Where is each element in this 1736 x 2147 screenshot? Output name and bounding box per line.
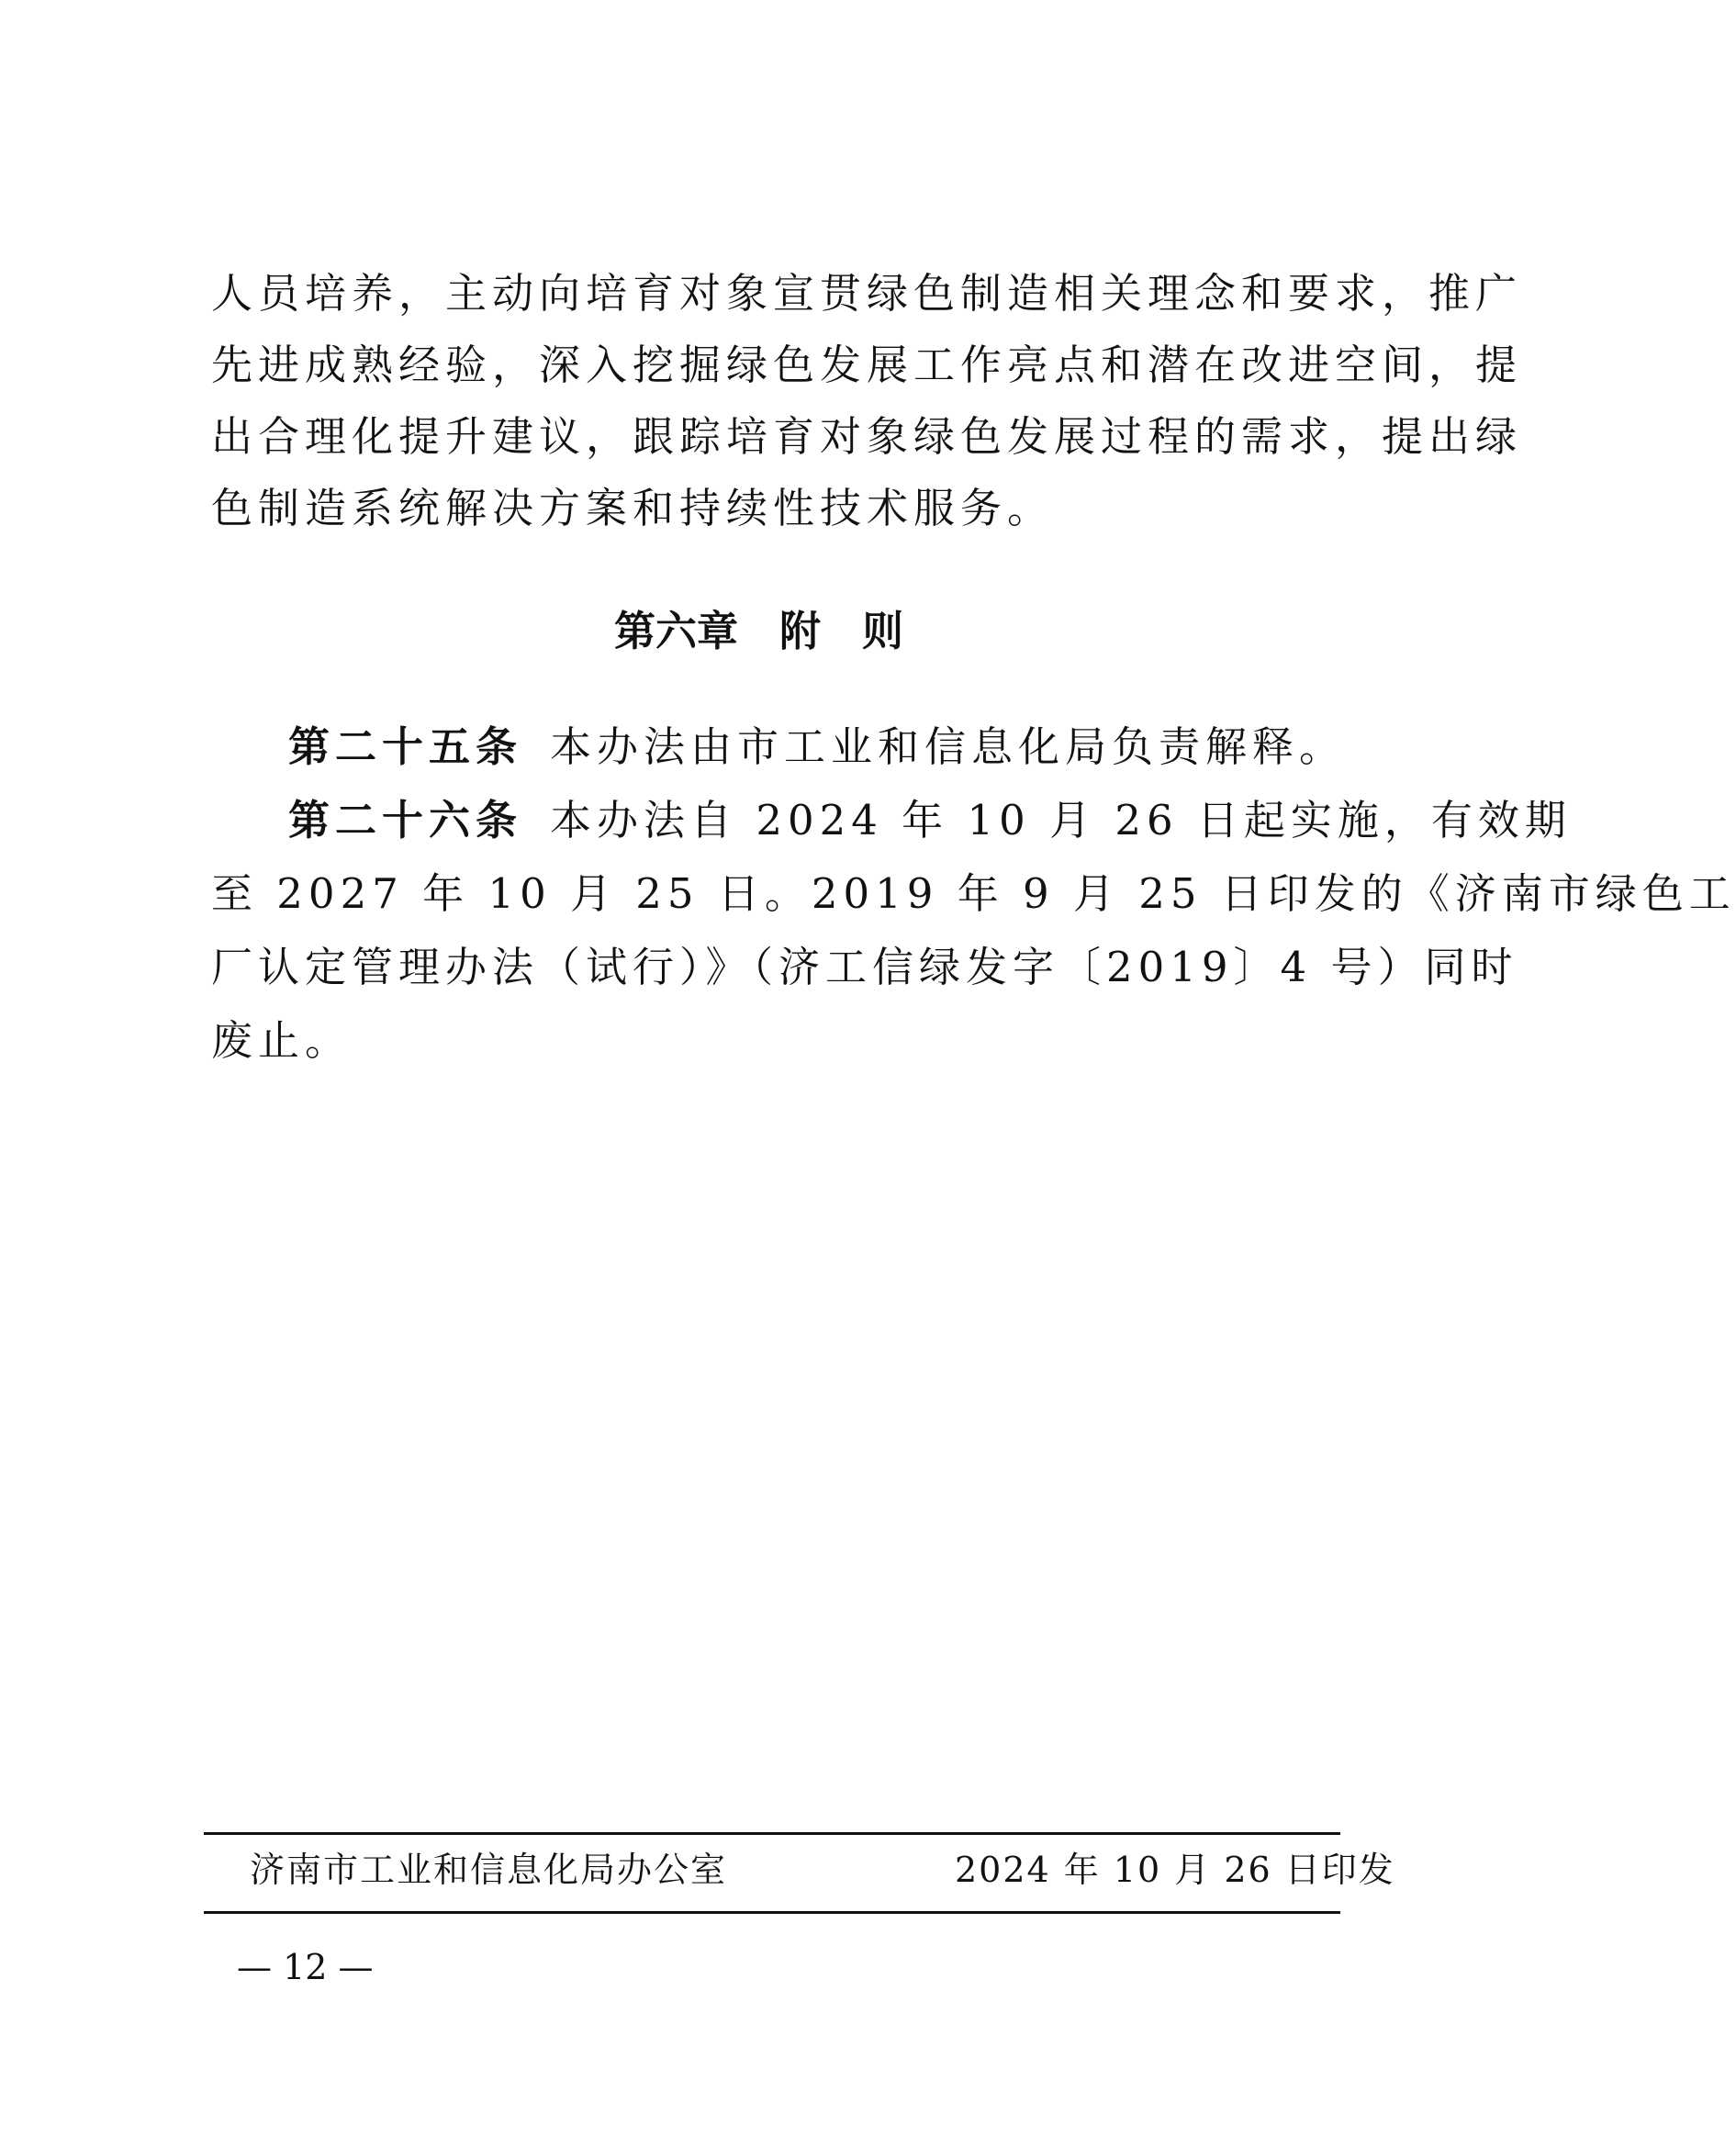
article-26-line-4: 废止。 [211,1016,353,1065]
chapter-number: 第六章 [613,607,738,655]
article-25 [288,720,1417,775]
chapter-heading [0,604,1518,659]
article-26-line-1 [288,793,1572,848]
article-25-text: 本办法由市工业和信息化局负责解释。 [550,722,1347,771]
body-line-2: 先进成熟经验，深入挖掘绿色发展工作亮点和潜在改进空间，提 [211,341,1523,389]
article-26-line-3: 厂认定管理办法（试行）》（济工信绿发字〔2019〕4 号）同时 [211,943,1518,991]
footer-bottom-rule [204,1911,1340,1914]
article-25-heading: 第二十五条 [288,722,523,771]
chapter-title-part2: 则 [862,607,904,655]
footer-issuer: 济南市工业和信息化局办公室 [250,1850,728,1890]
article-26-heading: 第二十六条 [288,796,523,844]
article-26-text-1: 本办法自 2024 年 10 月 26 日起实施，有效期 [550,796,1572,844]
footer-top-rule [204,1832,1340,1835]
body-line-3: 出合理化提升建议，跟踪培育对象绿色发展过程的需求，提出绿 [211,412,1523,461]
body-line-4: 色制造系统解决方案和持续性技术服务。 [211,484,1055,532]
page-number: — 12 — [237,1947,374,1987]
chapter-title-part1: 附 [778,607,821,655]
body-line-1: 人员培养，主动向培育对象宣贯绿色制造相关理念和要求，推广 [211,269,1523,318]
article-26-line-2: 至 2027 年 10 月 25 日。2019 年 9 月 25 日印发的《济南市绿色工 [211,869,1736,918]
footer-issue-date: 2024 年 10 月 26 日印发 [955,1850,1395,1890]
